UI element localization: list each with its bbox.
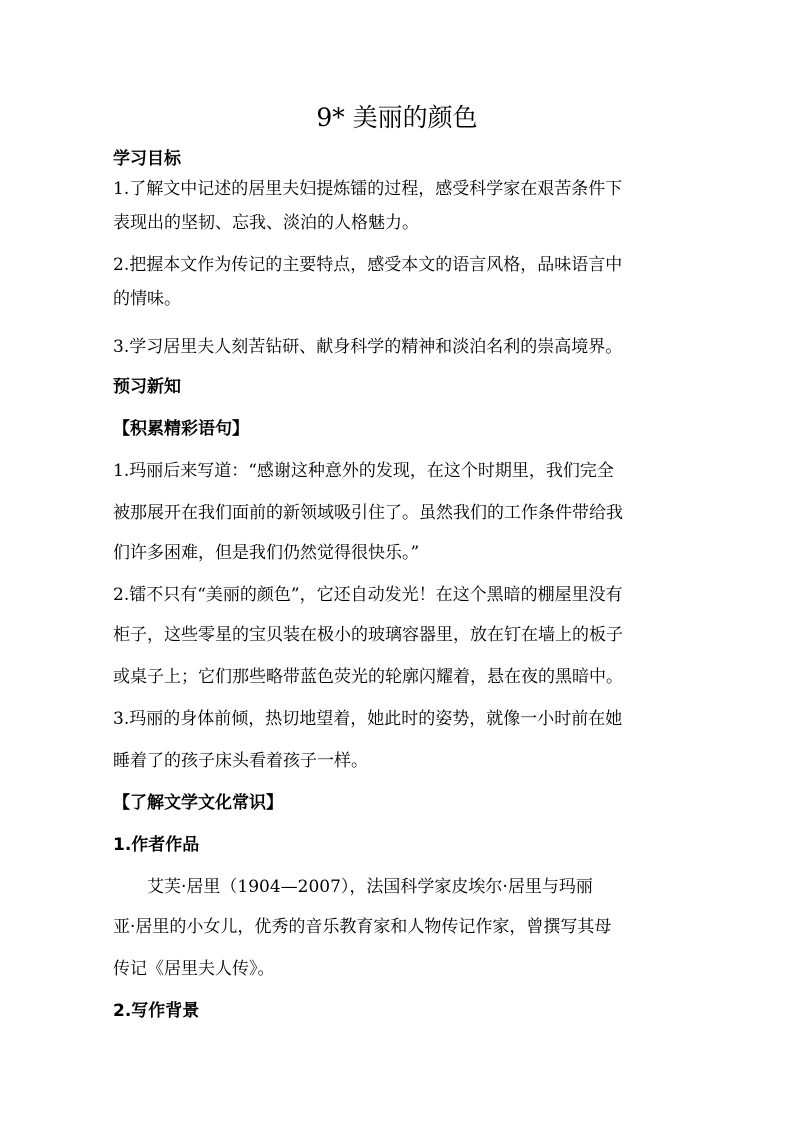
objectives-heading: 学习目标 — [113, 149, 181, 169]
sentences-heading: 【积累精彩语句】 — [113, 419, 249, 439]
preview-heading: 预习新知 — [113, 377, 181, 397]
objective-1-line-2: 表现出的坚韧、忘我、淡泊的人格魅力。 — [113, 213, 419, 233]
author-line-2: 亚·居里的小女儿，优秀的音乐教育家和人物传记作家，曾撰写其母 — [113, 917, 612, 937]
objective-3-line-1: 3.学习居里夫人刻苦钻研、献身科学的精神和淡泊名利的崇高境界。 — [113, 337, 623, 357]
sentence-1-line-3: 们许多困难，但是我们仍然觉得很快乐。” — [113, 543, 420, 563]
author-heading: 1.作者作品 — [113, 835, 200, 855]
objective-1-line-1: 1.了解文中记述的居里夫妇提炼镭的过程，感受科学家在艰苦条件下 — [113, 179, 623, 199]
sentence-2-line-2: 柜子，这些零星的宝贝装在极小的玻璃容器里，放在钉在墙上的板子 — [113, 625, 623, 645]
sentence-2-line-1: 2.镭不只有“美丽的颜色”，它还自动发光！在这个黑暗的棚屋里没有 — [113, 585, 623, 605]
objective-2-line-1: 2.把握本文作为传记的主要特点，感受本文的语言风格，品味语言中 — [113, 255, 623, 275]
page-title: 9* 美丽的颜色 — [316, 103, 478, 132]
sentence-3-line-2: 睡着了的孩子床头看着孩子一样。 — [113, 751, 368, 771]
author-line-3: 传记《居里夫人传》。 — [113, 959, 275, 979]
background-heading: 2.写作背景 — [113, 1001, 200, 1021]
author-line-1: 艾芙·居里（1904—2007），法国科学家皮埃尔·居里与玛丽 — [147, 877, 593, 897]
objective-2-line-2: 的情味。 — [113, 289, 181, 309]
literature-heading: 【了解文学文化常识】 — [113, 793, 283, 813]
sentence-3-line-1: 3.玛丽的身体前倾，热切地望着，她此时的姿势，就像一小时前在她 — [113, 709, 623, 729]
sentence-1-line-2: 被那展开在我们面前的新领域吸引住了。虽然我们的工作条件带给我 — [113, 503, 623, 523]
sentence-2-line-3: 或桌子上；它们那些略带蓝色荧光的轮廓闪耀着，悬在夜的黑暗中。 — [113, 667, 623, 687]
sentence-1-line-1: 1.玛丽后来写道：“感谢这种意外的发现，在这个时期里，我们完全 — [113, 461, 614, 481]
